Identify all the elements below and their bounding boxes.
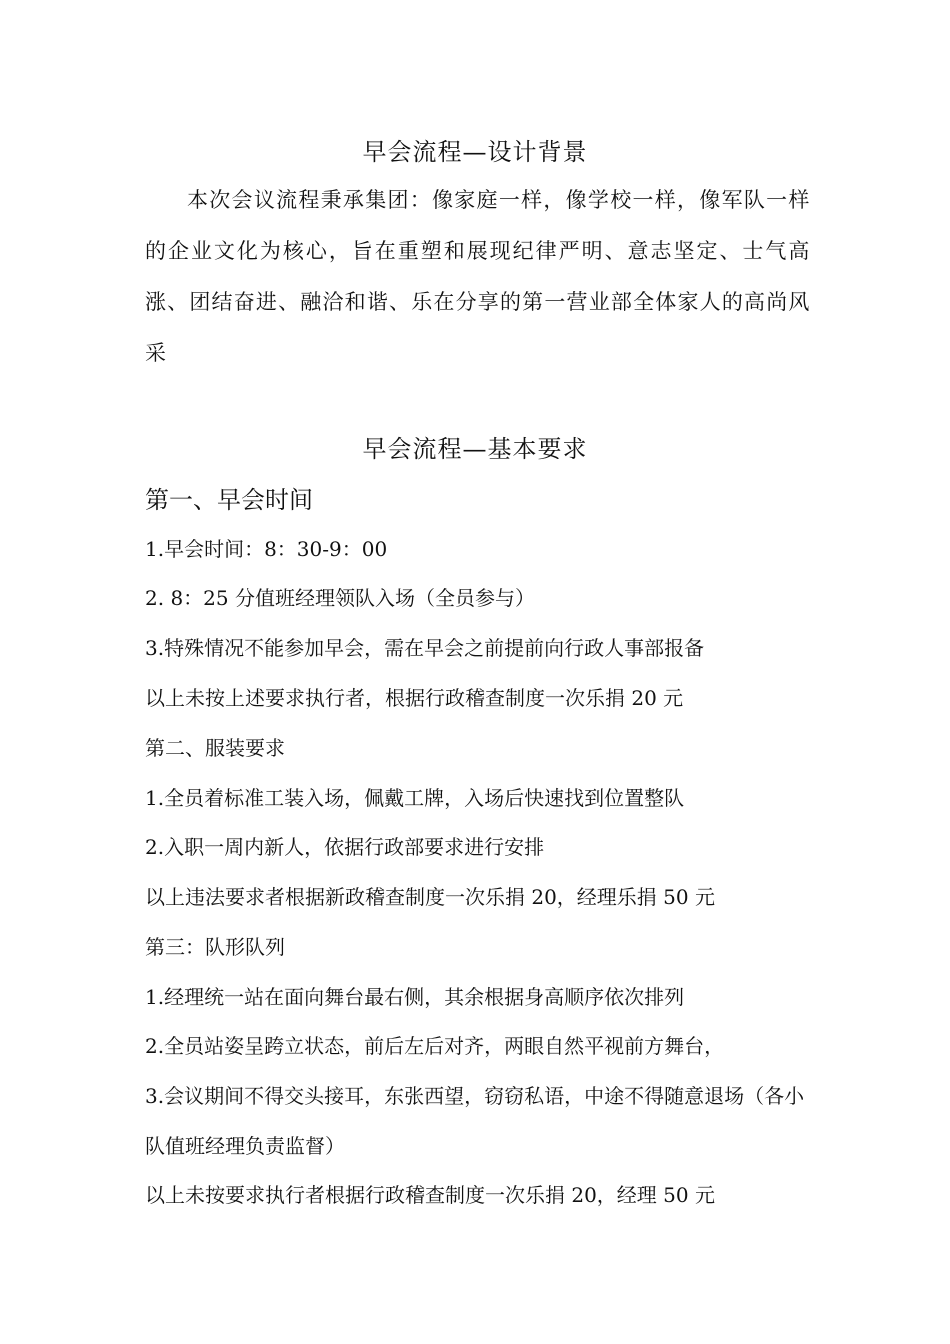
list-item: 3.特殊情况不能参加早会，需在早会之前提前向行政人事部报备	[145, 636, 705, 660]
list-item: 2.全员站姿呈跨立状态，前后左后对齐，两眼自然平视前方舞台，	[145, 1034, 725, 1058]
heading-meeting-time: 第一、早会时间	[145, 486, 313, 514]
list-item: 3.会议期间不得交头接耳，东张西望，窃窃私语，中途不得随意退场（各小队值班经理负责监督）	[145, 1084, 805, 1158]
list-item: 1.全员着标准工装入场，佩戴工牌，入场后快速找到位置整队	[145, 786, 685, 810]
list-item: 2.入职一周内新人，依据行政部要求进行安排	[145, 835, 545, 859]
section-title-background: 早会流程—设计背景	[362, 138, 588, 166]
heading-dress-code: 第二、服装要求	[145, 736, 285, 760]
list-item: 2. 8：25 分值班经理领队入场（全员参与）	[145, 586, 535, 610]
penalty-note: 以上未按要求执行者根据行政稽查制度一次乐捐 20，经理 50 元	[145, 1183, 715, 1207]
list-item: 1.经理统一站在面向舞台最右侧，其余根据身高顺序依次排列	[145, 985, 685, 1009]
section-title-requirements: 早会流程—基本要求	[362, 435, 588, 463]
penalty-note: 以上违法要求者根据新政稽查制度一次乐捐 20，经理乐捐 50 元	[145, 885, 715, 909]
background-paragraph: 本次会议流程秉承集团：像家庭一样，像学校一样，像军队一样的企业文化为核心，旨在重塑和展现纪律严明、意志坚定、士气高涨、团结奋进、融洽和谐、乐在分享的第一营业部全体家人的高尚风采	[145, 188, 810, 365]
heading-formation: 第三：队形队列	[145, 935, 285, 959]
list-item: 1.早会时间：8：30-9：00	[145, 537, 388, 561]
penalty-note: 以上未按上述要求执行者，根据行政稽查制度一次乐捐 20 元	[145, 686, 684, 710]
